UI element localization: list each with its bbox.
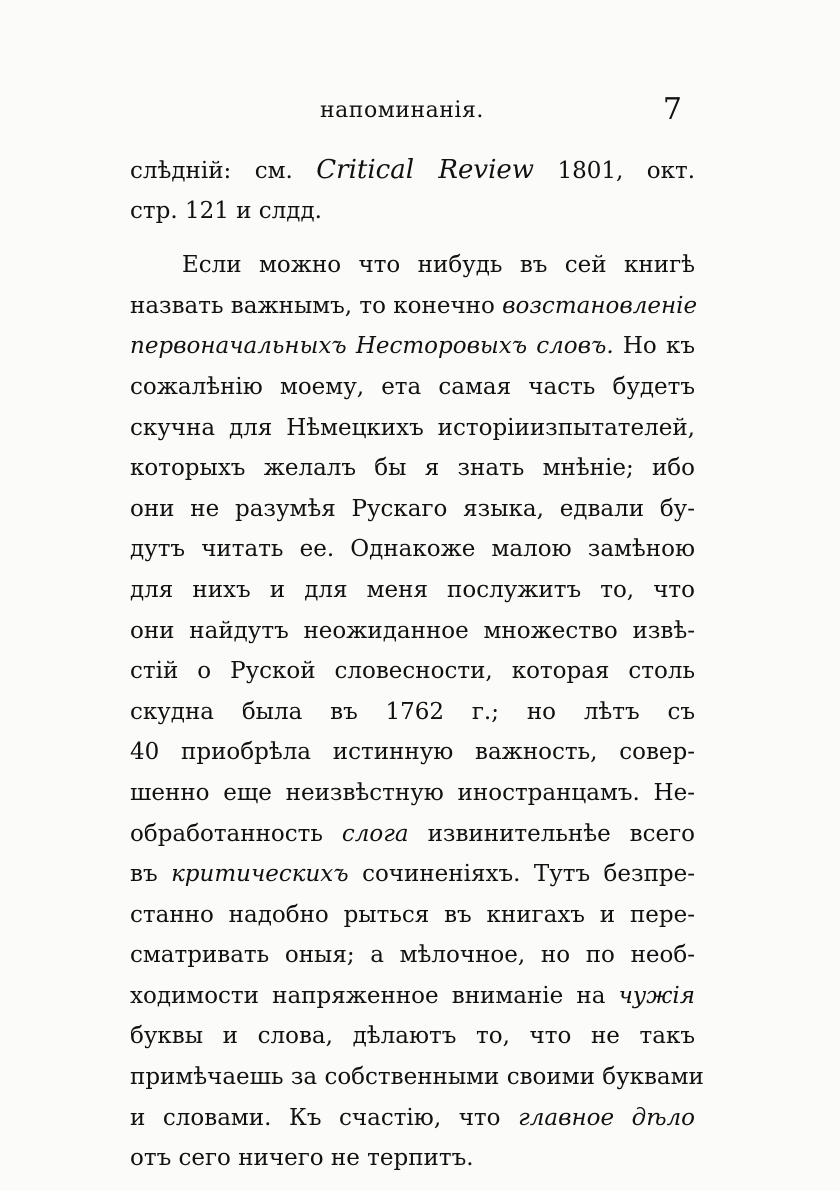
text-line: отъ сего ничего не терпитъ. (130, 1145, 474, 1172)
page-body (130, 150, 704, 1179)
emphasis-text: критическихъ (171, 861, 349, 888)
text-fragment: слѣдній: см. (130, 158, 293, 184)
text-line: скудна была въ 1762 г.; но лѣтъ съ (130, 698, 695, 725)
paragraph-gap (130, 231, 695, 245)
text-line (130, 1098, 695, 1139)
text-line: они не разумѣя Рускаго языка, едвали бу- (130, 495, 695, 522)
text-fragment: ходимости напряженное вниманіе на (130, 982, 606, 1009)
text-line: шенно еще неизвѣстную иностранцамъ. Не- (130, 779, 695, 806)
text-line: сожалѣнію моему, ета самая часть будетъ (130, 373, 695, 400)
journal-title: Critical Review (316, 155, 535, 185)
running-title: напоминанія. (320, 98, 484, 123)
text-line: 40 приобрѣла истинную важность, совер- (130, 739, 695, 766)
emphasis-text: первоначальныхъ Несторовыхъ словъ. (130, 333, 614, 360)
text-line: станно надобно рыться въ книгахъ и пере- (130, 901, 695, 928)
text-line (130, 854, 695, 895)
text-fragment: сочиненіяхъ. Тутъ безпре- (362, 861, 695, 888)
text-line (130, 326, 695, 367)
text-line: сматривать оныя; а мѣлочное, но по необ- (130, 942, 695, 969)
text-fragment: извинительнѣе всего (427, 820, 696, 847)
text-line (130, 976, 695, 1017)
emphasis-text: чужія (618, 982, 695, 1009)
text-fragment: 1801, окт. (557, 158, 696, 184)
text-line: дутъ читать ее. Однакоже малою замѣною (130, 536, 695, 563)
text-fragment: въ (130, 861, 158, 888)
text-line: для нихъ и для меня послужитъ то, что (130, 576, 695, 603)
text-line: скучна для Нѣмецкихъ исторіиизпытателей, (130, 414, 695, 441)
text-line: примѣчаешь за собственными своими буквами (130, 1064, 704, 1091)
text-line (130, 814, 695, 855)
emphasis-text: слога (341, 820, 409, 847)
page-number: 7 (662, 92, 682, 127)
text-line: которыхъ желалъ бы я знать мнѣніе; ибо (130, 455, 695, 482)
text-line: буквы и слова, дѣлаютъ то, что не такъ (130, 1023, 695, 1050)
text-fragment: Но къ (622, 333, 695, 360)
page-header (130, 92, 690, 138)
text-line: стр. 121 и слдд. (130, 197, 322, 224)
text-line: они найдутъ неожиданное множество извѣ- (130, 617, 695, 644)
text-fragment: и словами. Къ счастію, что (130, 1104, 501, 1131)
text-line: Если можно что нибудь въ сей книгѣ (182, 252, 695, 279)
text-line: стій о Руской словесности, которая столь (130, 658, 695, 685)
text-fragment: обработанность (130, 820, 323, 847)
text-line (130, 150, 695, 191)
text-fragment: назвать важнымъ, то конечно (130, 292, 495, 319)
emphasis-text: возстановленіе (502, 292, 698, 319)
emphasis-text: главное дѣло (518, 1104, 696, 1131)
text-line (130, 286, 698, 327)
